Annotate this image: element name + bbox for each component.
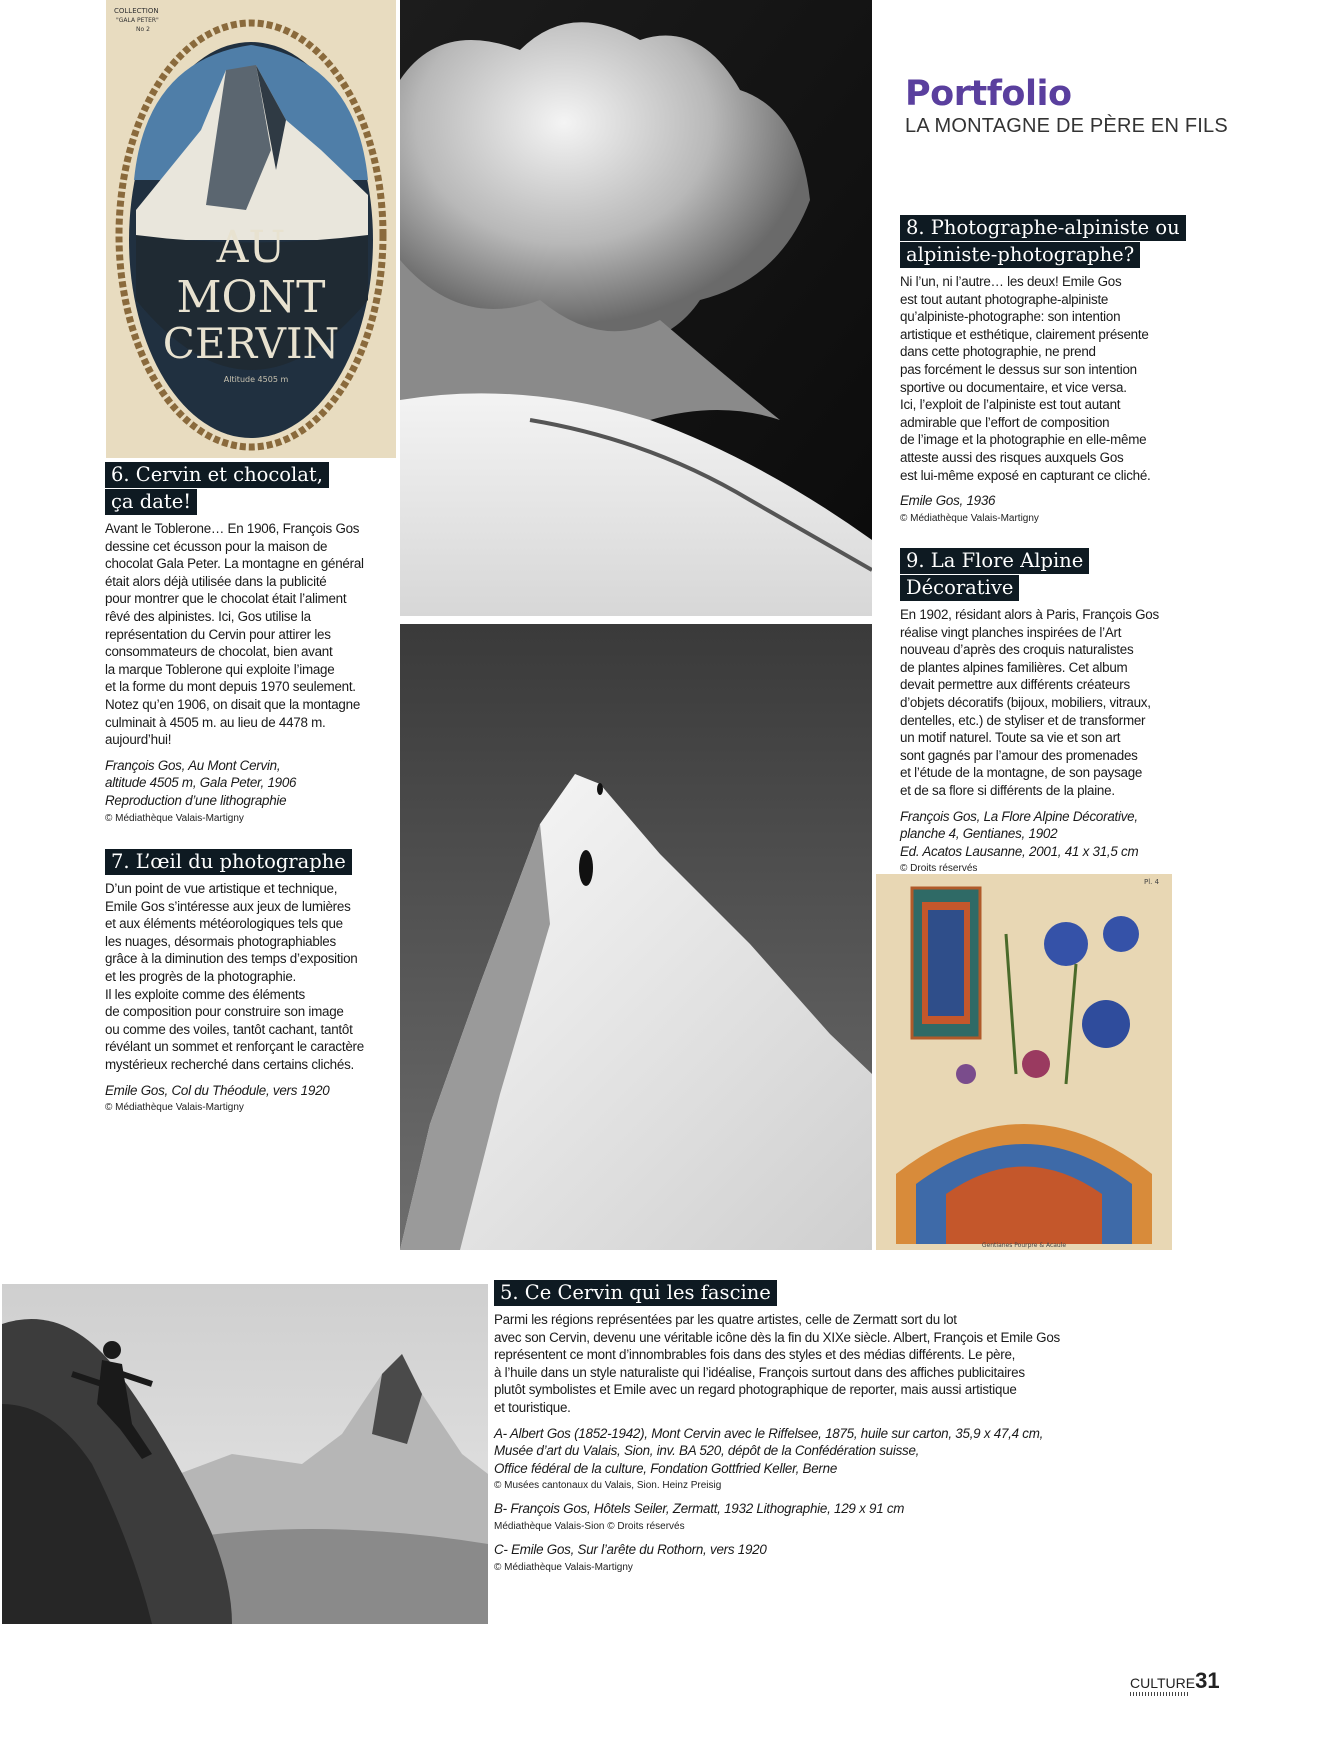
section-8-heading: 8. Photographe-alpiniste ou xyxy=(900,215,1186,241)
footer-section-label: CULTURE xyxy=(1130,1675,1196,1691)
section-5-body: Parmi les régions représentées par les quatre artistes, celle de Zermatt sort du lot avec son Cervin, devenu une véritable icône dès la fin du XIXe siècle. Albert, François et Emile Gos représentent ce mont d’innombrables fois dans des styles et des médias différents. Le père, à l’huile dans un style naturaliste qui l’idéalise, François surtout dans des affiches publicitaires plutôt symbolistes et Emile avec un regard photographique de reporter, mais aussi artistique et touristique. xyxy=(494,1312,1060,1415)
section-5-heading: 5. Ce Cervin qui les fascine xyxy=(494,1280,777,1306)
section-6-heading-line2: ça date! xyxy=(105,489,197,515)
section-6-body: Avant le Toblerone… En 1906, François Gos dessine cet écusson pour la maison de chocolat Gala Peter. La montagne en général était alors déjà utilisée dans la publicité pour montrer que le chocolat était l’aliment rêvé des alpinistes. Ici, Gos utilise la représentation du Cervin pour attirer les consommateurs de chocolat, bien avant la marque Toblerone qui exploite l’image et la forme du mont depuis 1970 seulement. Notez qu’en 1906, on disait que la montagne culminait à 4505 m. au lieu de 4478 m. aujourd’hui! xyxy=(105,521,364,748)
plate-number-label: Pl. 4 xyxy=(1144,878,1160,886)
section-5-caption-a: A- Albert Gos (1852-1942), Mont Cervin avec le Riffelsee, 1875, huile sur carton, 35,9 x 47,4 cm, Musée d’art du Valais, Sion, inv. BA 520, dépôt de la Confédération suisse, Office fédéral de la culture, Fondation Gottfried Keller, Berne xyxy=(494,1425,1044,1476)
section-7-credit: © Médiathèque Valais-Martigny xyxy=(105,1102,244,1114)
plate-caption-label: Gentianes Pourpre & Acaule xyxy=(981,1242,1067,1249)
section-6-heading: 6. Cervin et chocolat, xyxy=(105,462,329,488)
section-9-credit: © Droits réservés xyxy=(900,863,978,875)
section-8-credit: © Médiathèque Valais-Martigny xyxy=(900,512,1039,524)
section-8 xyxy=(900,215,1190,525)
poster-altitude-text: Altitude 4505 m xyxy=(223,375,289,384)
poster-au-text: AU xyxy=(216,222,286,273)
page-footer xyxy=(1130,1668,1220,1696)
section-5 xyxy=(494,1280,1134,1574)
section-7-body: D’un point de vue artistique et technique, Emile Gos s’intéresse aux jeux de lumières et aux éléments météorologiques tels que les nuages, désormais photographiables grâce à la diminution des temps d’exposition et les progrès de la photographie. Il les exploite comme des éléments de composition pour construire son image ou comme des voiles, tantôt cachant, tantôt révélant un sommet et renforçant le caractère mystérieux recherché dans certains clichés. xyxy=(105,881,364,1072)
page-title: Portfolio xyxy=(905,74,1072,114)
section-8-heading-line2: alpiniste-photographe? xyxy=(900,242,1140,268)
section-6 xyxy=(105,462,395,825)
clouds-glacier-photo xyxy=(400,0,872,616)
section-7 xyxy=(105,849,395,1114)
footer-barcode-rule xyxy=(1130,1692,1188,1696)
poster-gala-peter-text: "GALA PETER" xyxy=(116,17,159,24)
section-5-caption-c: C- Emile Gos, Sur l’arête du Rothorn, vers 1920 xyxy=(494,1541,767,1557)
section-5-credit-a: © Musées cantonaux du Valais, Sion. Heinz Preisig xyxy=(494,1480,722,1492)
poster-number-text: No 2 xyxy=(136,26,150,33)
section-5-credit-b: Médiathèque Valais-Sion © Droits réservés xyxy=(494,1520,685,1532)
section-8-caption: Emile Gos, 1936 xyxy=(900,493,996,509)
section-6-caption: François Gos, Au Mont Cervin, altitude 4505 m, Gala Peter, 1906 Reproduction d’une lithographie xyxy=(105,757,297,808)
section-7-heading: 7. L’œil du photographe xyxy=(105,849,352,875)
poster-au-mont-cervin-image xyxy=(106,0,396,458)
section-9-heading: 9. La Flore Alpine xyxy=(900,548,1089,574)
section-7-caption: Emile Gos, Col du Théodule, vers 1920 xyxy=(105,1082,330,1098)
section-5-caption-b: B- François Gos, Hôtels Seiler, Zermatt, 1932 Lithographie, 129 x 91 cm xyxy=(494,1501,905,1517)
page-number: 31 xyxy=(1195,1668,1220,1693)
section-5-credit-c: © Médiathèque Valais-Martigny xyxy=(494,1561,633,1573)
section-9 xyxy=(900,548,1190,875)
poster-mont-text: MONT xyxy=(176,272,326,323)
flore-alpine-plate-image xyxy=(876,874,1172,1250)
poster-collection-text: COLLECTION xyxy=(114,7,159,15)
ridge-alpinist-photo xyxy=(400,624,872,1250)
poster-cervin-text: CERVIN xyxy=(162,319,340,368)
section-9-heading-line2: Décorative xyxy=(900,575,1019,601)
section-9-caption: François Gos, La Flore Alpine Décorative, planche 4, Gentianes, 1902 Ed. Acatos Lausanne, 2001, 41 x 31,5 cm xyxy=(900,808,1139,859)
section-6-credit: © Médiathèque Valais-Martigny xyxy=(105,812,244,824)
section-8-body: Ni l’un, ni l’autre… les deux! Emile Gos est tout autant photographe-alpiniste qu’alpiniste-photographe: son intention artistique et esthétique, clairement présente dans cette photographie, ne prend pas forcément le dessus sur son intention sportive ou documentaire, et vice versa. Ici, l’exploit de l’alpiniste est tout autant admirable que l’effort de composition de l’image et la photographie en elle-même atteste aussi des risques auxquels Gos est lui-même exposé en capturant ce cliché. xyxy=(900,274,1151,483)
climber-matterhorn-photo xyxy=(2,1284,488,1624)
section-9-body: En 1902, résidant alors à Paris, François Gos réalise vingt planches inspirées de l’Art nouveau d’après des croquis naturalistes de plantes alpines familières. Cet album devait permettre aux différents créateurs d’objets décoratifs (bijoux, mobiliers, vitraux, dentelles, etc.) de styliser et de transformer un motif naturel. Toute sa vie et son art sont gagnés par l’amour des promenades et l’étude de la montagne, de son paysage et de sa flore si différents de la plaine. xyxy=(900,607,1159,798)
page-subtitle: LA MONTAGNE DE PÈRE EN FILS xyxy=(905,115,1228,137)
